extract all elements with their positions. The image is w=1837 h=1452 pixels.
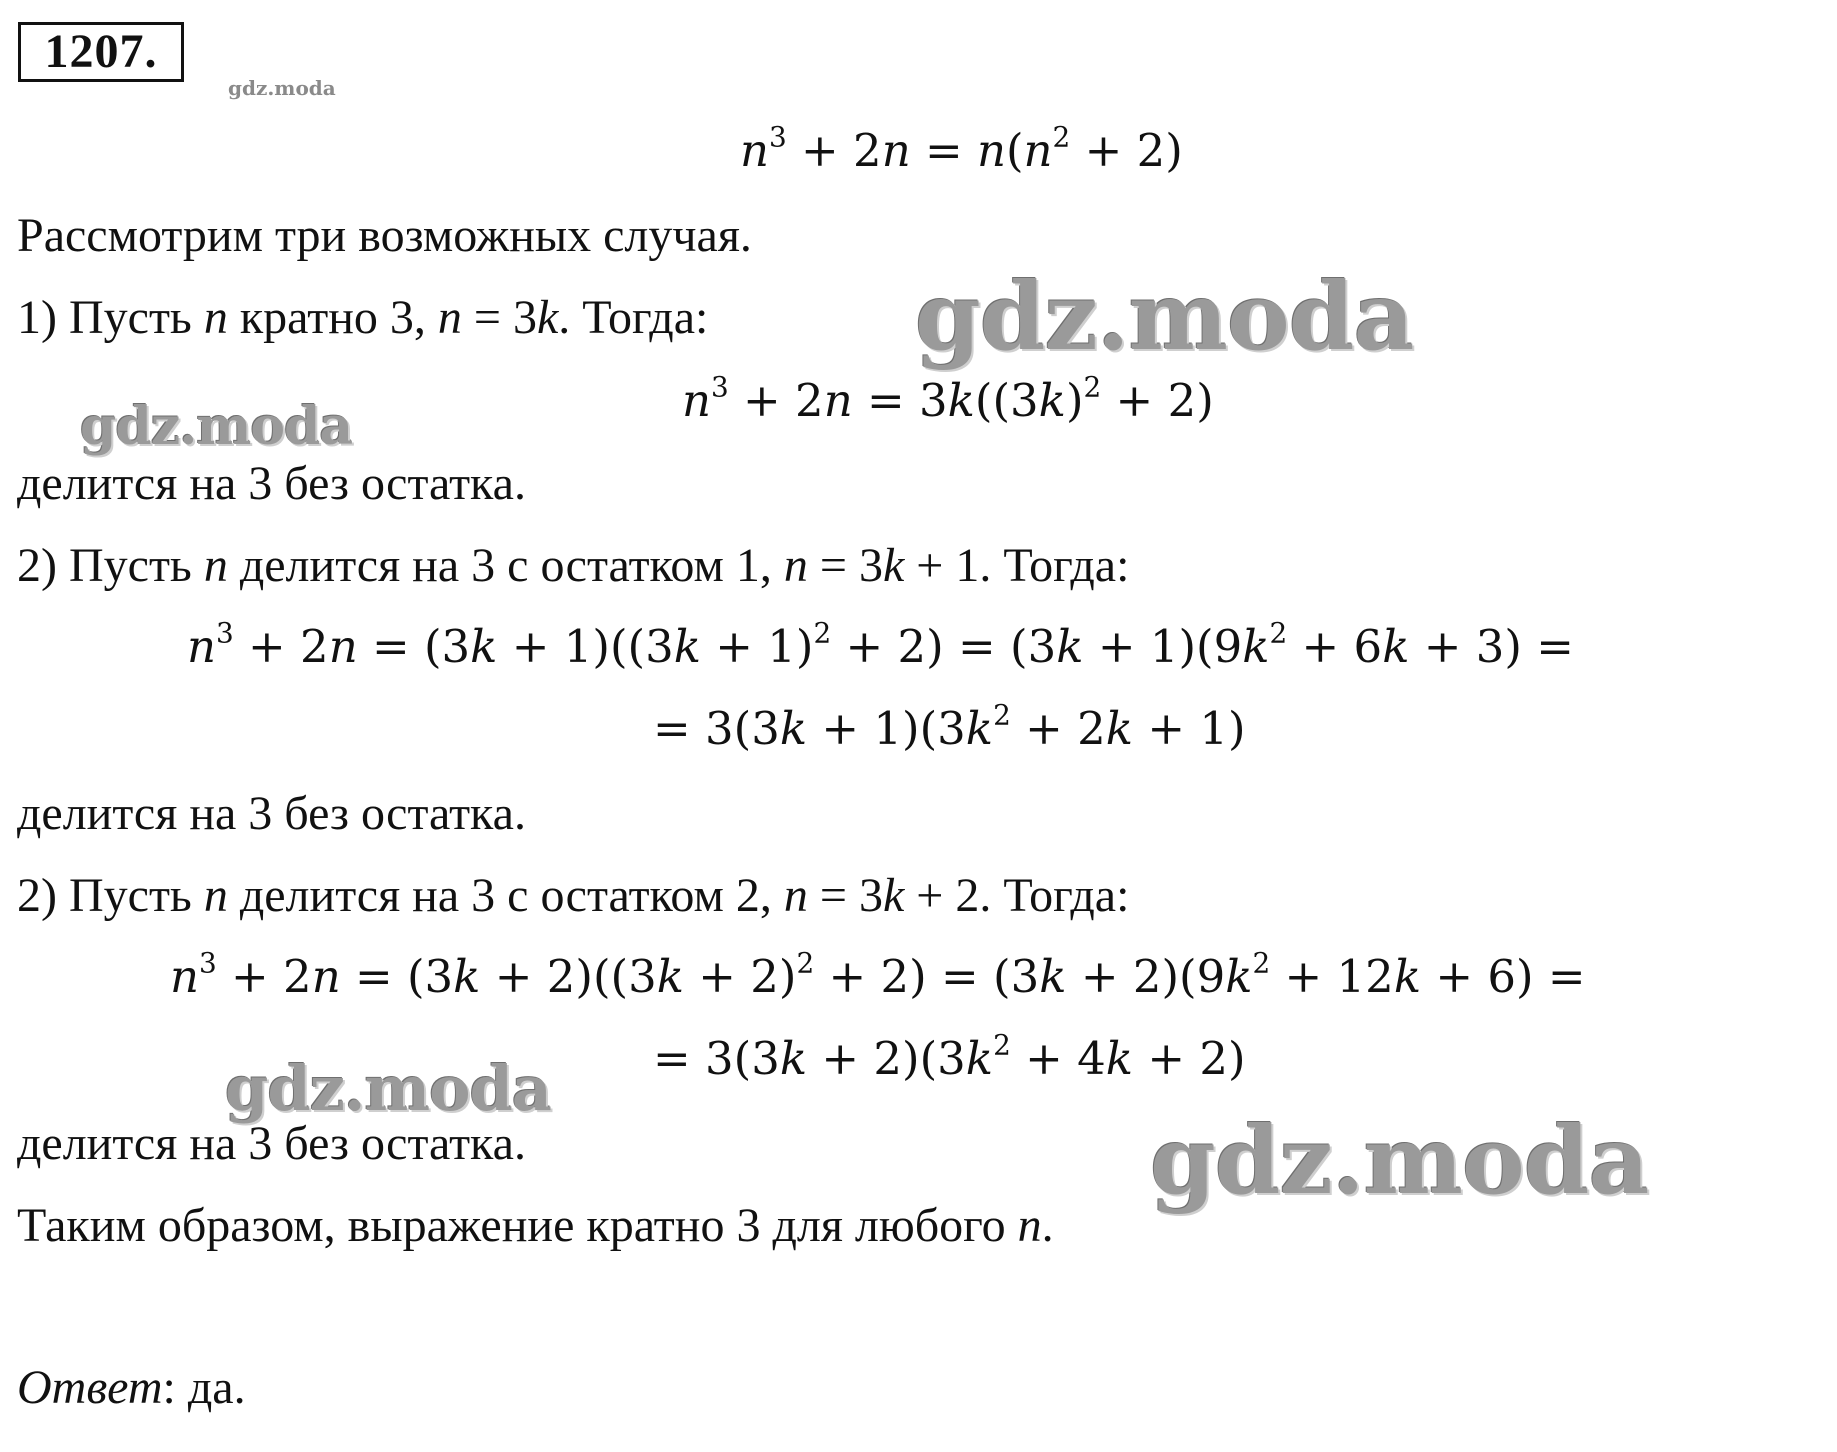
case2-result: делится на 3 без остатка. xyxy=(17,787,526,840)
case3-result: делится на 3 без остатка. xyxy=(17,1117,526,1170)
case3-formula-line2: = $3(3k + 2)(3k^2 + 4k + 2)$ xyxy=(653,1028,1246,1085)
case1-formula: $n^3 + 2n = 3k((3k)^2 + 2)$ xyxy=(682,370,1214,427)
case2-heading: 2) Пусть n делится на 3 с остатком 1, n = 3k + 1. Тогда: xyxy=(17,539,1130,592)
conclusion-text: Таким образом, выражение кратно 3 для любого n. xyxy=(17,1199,1054,1252)
equation-main: $n^3 + 2n = n(n^2 + 2)$ xyxy=(740,120,1183,177)
case2-formula-line2: = $3(3k + 1)(3k^2 + 2k + 1)$ xyxy=(653,698,1246,755)
case3-formula-line1: $n^3 + 2n = (3k + 2)((3k + 2)^2 + 2) = (3k + 2)(9k^2 + 12k + 6)$ = xyxy=(170,946,1586,1003)
case2-formula-line1: $n^3 + 2n = (3k + 1)((3k + 1)^2 + 2) = (3k + 1)(9k^2 + 6k + 3)$ = xyxy=(187,616,1574,673)
intro-text: Рассмотрим три возможных случая. xyxy=(17,209,752,262)
watermark-small: gdz.moda xyxy=(228,76,336,100)
case3-heading: 2) Пусть n делится на 3 с остатком 2, n = 3k + 2. Тогда: xyxy=(17,869,1130,922)
watermark-large-1: gdz.moda xyxy=(915,262,1414,372)
watermark-medium-1: gdz.moda xyxy=(80,396,353,457)
answer-line: Ответ: да. xyxy=(17,1361,246,1414)
watermark-medium-2: gdz.moda xyxy=(225,1052,551,1125)
case1-heading: 1) Пусть n кратно 3, n = 3k. Тогда: xyxy=(17,291,709,344)
case1-result: делится на 3 без остатка. xyxy=(17,457,526,510)
watermark-large-2: gdz.moda xyxy=(1150,1106,1649,1216)
answer-value: да. xyxy=(187,1361,246,1414)
problem-number: 1207. xyxy=(18,22,184,82)
answer-label: Ответ xyxy=(17,1361,163,1414)
